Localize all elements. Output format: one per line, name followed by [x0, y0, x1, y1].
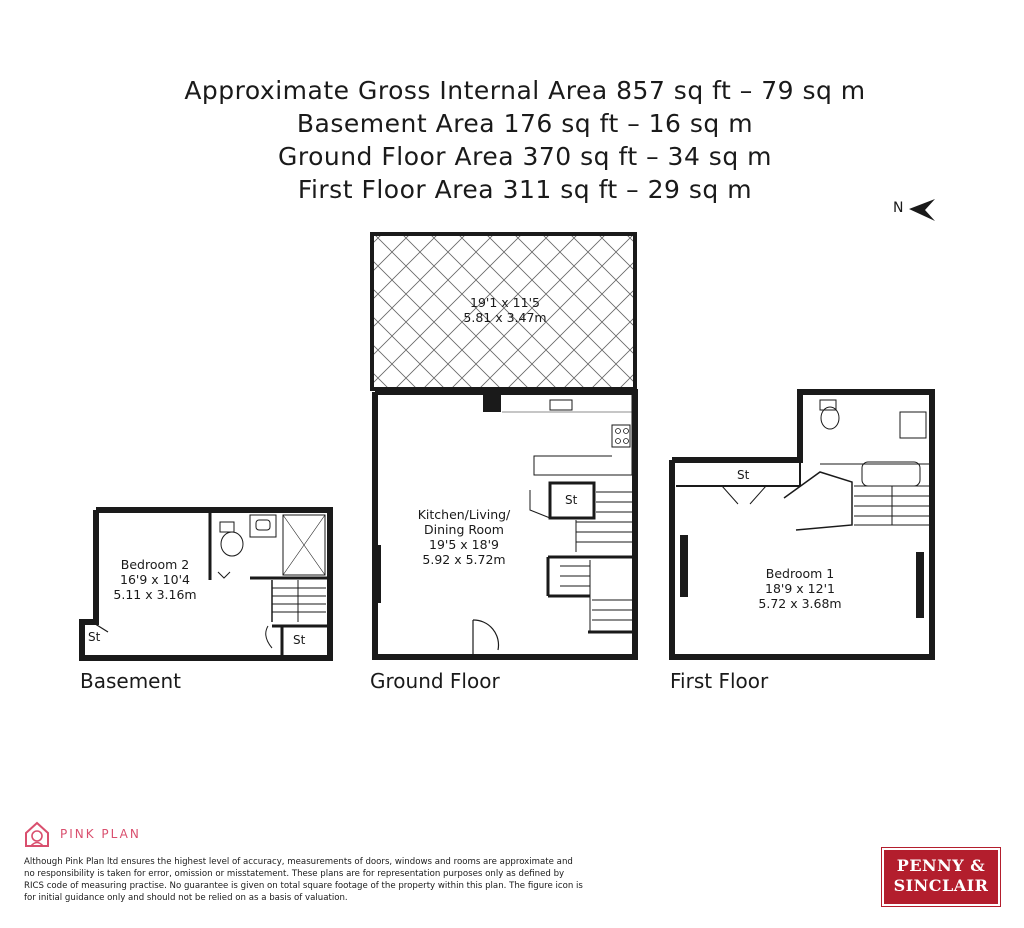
ground-storage: St — [565, 493, 578, 507]
kitchen-living-name-2: Dining Room — [424, 522, 504, 537]
agent-brand-logo — [882, 848, 1000, 906]
first-floor-plan — [672, 392, 932, 657]
terrace-imperial: 19'1 x 11'5 — [470, 295, 540, 310]
basement-storage-1: St — [88, 630, 101, 644]
terrace-label — [440, 295, 570, 325]
logo-text: PINK PLAN — [60, 827, 141, 841]
basement-area-text: Basement Area 176 sq ft – 16 sq m — [296, 109, 754, 138]
basement-storage-2: St — [293, 633, 306, 647]
bedroom-1-name: Bedroom 1 — [765, 566, 835, 581]
pink-plan-logo — [22, 819, 141, 853]
first-floor-storage: St — [737, 468, 750, 482]
bedroom-2-label — [105, 557, 205, 602]
kitchen-living-imperial: 19'5 x 18'9 — [429, 537, 499, 552]
bedroom-2-imperial: 16'9 x 10'4 — [120, 572, 190, 587]
gross-area-text: Approximate Gross Internal Area 857 sq ft – 79 sq m — [184, 76, 866, 105]
disclaimer-text: Although Pink Plan ltd ensures the highest level of accuracy, measurements of doors, windows and rooms are approximate and no responsibility is taken for error, omission or misstatement. These plans are for representation purposes only as defined by RICS code of measuring practise. No guarantee is given on total square footage of the property within this plan. The figure icon is for initial guidance only and should not be relied on as a basis of valuation. — [24, 857, 583, 903]
bedroom-1-metric: 5.72 x 3.68m — [758, 596, 842, 611]
brand-line-2: SINCLAIR — [893, 876, 989, 895]
north-label: N — [893, 200, 904, 216]
bedroom-1-label — [750, 566, 850, 611]
ground-floor-label: Ground Floor — [370, 669, 500, 693]
kitchen-living-label — [404, 507, 524, 567]
basement-floor-label: Basement — [80, 669, 182, 693]
bedroom-2-name: Bedroom 2 — [120, 557, 190, 572]
bedroom-2-metric: 5.11 x 3.16m — [113, 587, 197, 602]
bedroom-1-imperial: 18'9 x 12'1 — [765, 581, 835, 596]
first-floor-area-text: First Floor Area 311 sq ft – 29 sq m — [297, 175, 753, 204]
ground-floor-area-text: Ground Floor Area 370 sq ft – 34 sq m — [277, 142, 773, 171]
first-floor-label: First Floor — [670, 669, 769, 693]
brand-line-1: PENNY & — [896, 856, 986, 875]
kitchen-living-name-1: Kitchen/Living/ — [417, 507, 511, 522]
kitchen-living-metric: 5.92 x 5.72m — [422, 552, 506, 567]
terrace-metric: 5.81 x 3.47m — [463, 310, 547, 325]
house-logo-icon — [22, 819, 52, 849]
